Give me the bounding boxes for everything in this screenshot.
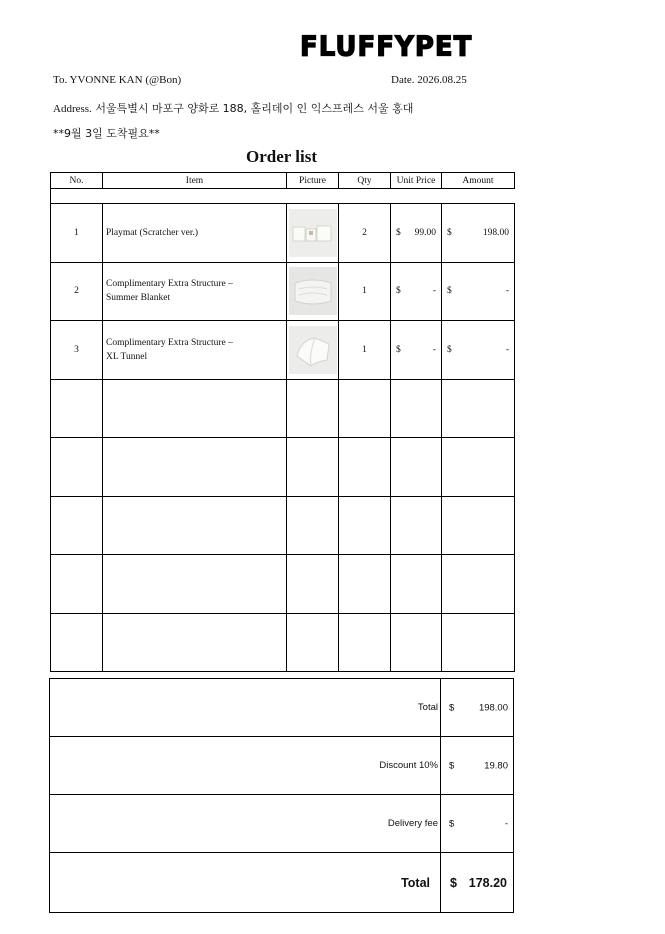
currency: $	[450, 875, 457, 890]
grand-total-label: Total	[50, 853, 441, 913]
address-label: Address.	[53, 103, 92, 115]
empty-row	[51, 438, 515, 497]
row-no: 3	[51, 321, 103, 380]
empty-row	[51, 496, 515, 555]
col-item: Item	[103, 173, 287, 189]
currency: $	[396, 227, 401, 238]
delivery-label: Delivery fee	[50, 795, 441, 853]
table-row	[51, 204, 515, 263]
row-picture	[287, 262, 339, 321]
grand-total-row	[50, 853, 514, 913]
row-picture	[287, 204, 339, 263]
page-title: Order list	[246, 147, 317, 166]
empty-row	[51, 555, 515, 614]
blanket-photo-icon	[289, 267, 337, 315]
subtotal-row	[50, 679, 514, 737]
delivery-note: **9월 3일 도착필요**	[53, 127, 160, 140]
empty-row	[51, 379, 515, 438]
row-qty: 1	[339, 262, 391, 321]
row-item	[103, 204, 287, 263]
currency: $	[447, 344, 452, 355]
row-no: 2	[51, 262, 103, 321]
discount-label: Discount 10%	[50, 737, 441, 795]
delivery-amount	[441, 795, 514, 853]
row-qty: 1	[339, 321, 391, 380]
subtotal-amount	[441, 679, 514, 737]
amount-value: 198.00	[482, 227, 509, 238]
currency: $	[449, 702, 455, 713]
address	[53, 100, 413, 116]
row-item	[103, 321, 287, 380]
row-picture	[287, 321, 339, 380]
grand-total-amount	[441, 853, 514, 913]
spacer-row	[51, 189, 515, 204]
row-no: 1	[51, 204, 103, 263]
item-line2: XL Tunnel	[106, 351, 148, 362]
row-amount	[442, 204, 515, 263]
discount-value: 19.80	[484, 760, 508, 771]
table-row	[51, 321, 515, 380]
row-amount	[442, 321, 515, 380]
item-line2: Summer Blanket	[106, 293, 171, 304]
col-amount: Amount	[442, 173, 515, 189]
col-no: No.	[51, 173, 103, 189]
brand-logo: FLUFFYPET	[300, 31, 473, 63]
totals-table	[49, 678, 514, 913]
col-qty: Qty	[339, 173, 391, 189]
delivery-value: -	[504, 818, 508, 829]
row-item	[103, 262, 287, 321]
currency: $	[396, 286, 401, 297]
amount-value: -	[505, 286, 509, 297]
address-value: 서울특별시 마포구 양화로 188, 홀리데이 인 익스프레스 서울 홍대	[95, 102, 414, 115]
row-qty: 2	[339, 204, 391, 263]
currency: $	[447, 227, 452, 238]
unit-value: 99.00	[414, 227, 436, 238]
empty-row	[51, 613, 515, 672]
item-line1: Complimentary Extra Structure –	[106, 337, 233, 348]
row-unit-price	[391, 204, 442, 263]
unit-value: -	[432, 286, 436, 297]
col-picture: Picture	[287, 173, 339, 189]
delivery-row	[50, 795, 514, 853]
subtotal-value: 198.00	[478, 702, 508, 713]
currency: $	[449, 818, 455, 829]
amount-value: -	[505, 344, 509, 355]
subtotal-label: Total	[50, 679, 441, 737]
table-header	[51, 173, 515, 189]
order-date: Date. 2026.08.25	[391, 74, 467, 86]
currency: $	[447, 286, 452, 297]
currency: $	[396, 344, 401, 355]
grand-total-value: 178.20	[468, 875, 507, 890]
playmat-photo-icon	[289, 209, 337, 257]
table-row	[51, 262, 515, 321]
order-table	[50, 172, 515, 672]
discount-row	[50, 737, 514, 795]
item-line1: Complimentary Extra Structure –	[106, 279, 233, 290]
recipient: To. YVONNE KAN (@Bon)	[53, 74, 182, 86]
item-line1: Playmat (Scratcher ver.)	[106, 227, 199, 238]
col-unit-price: Unit Price	[391, 173, 442, 189]
row-unit-price	[391, 321, 442, 380]
discount-amount	[441, 737, 514, 795]
currency: $	[449, 760, 455, 771]
row-unit-price	[391, 262, 442, 321]
unit-value: -	[432, 344, 436, 355]
row-amount	[442, 262, 515, 321]
tunnel-photo-icon	[289, 326, 337, 374]
